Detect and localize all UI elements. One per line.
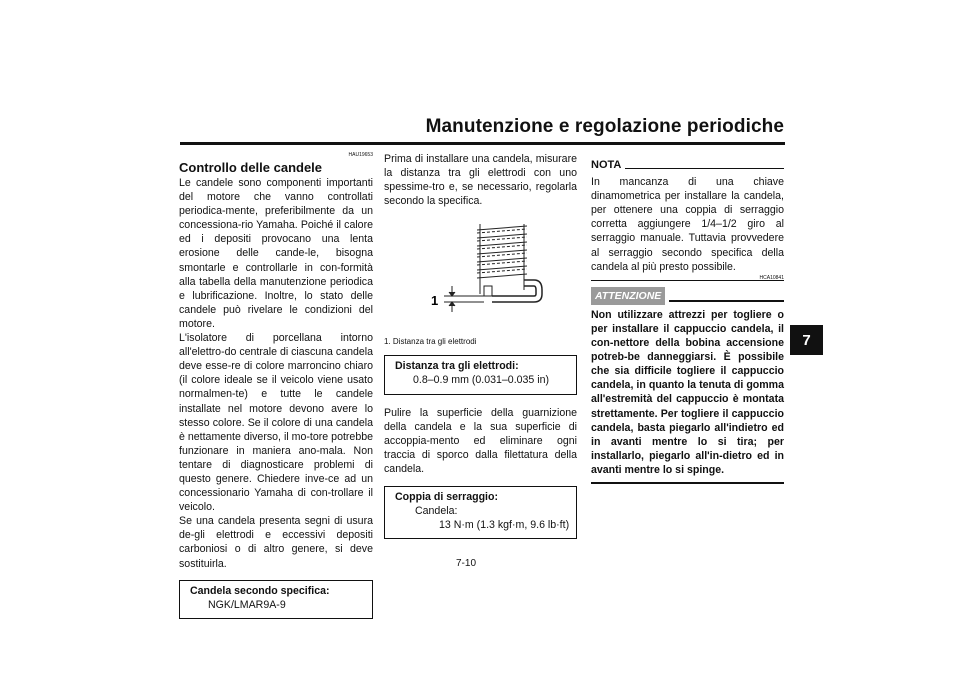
spec-value: 0.8–0.9 mm (0.031–0.035 in) xyxy=(413,374,550,387)
paragraph: L'isolatore di porcellana intorno all'elettro-do centrale di ciascuna candela deve esse-re di colore marroncino chiaro (il colore ideale se il veicolo viene usato normalmen-te) e tutte le candele installate nel motore devono avere lo stesso colore. Se il colore di una candela è nettamente diverso, il mo-tore potrebbe funzionare in maniera ano-mala. Non tentare di diagnosticare problemi di questo genere. Chiedere inve-ce ad un concessionario Yamaha di con-trollare il veicolo. xyxy=(179,332,374,514)
paragraph: Pulire la superficie della guarnizione della candela e la sua superficie di accoppia-mento ed eliminare ogni traccia di sporco dalla filettatura della candela. xyxy=(384,406,577,475)
column-left xyxy=(179,152,373,619)
spark-plug-figure xyxy=(384,216,577,334)
column-right xyxy=(591,152,784,484)
attention-end-rule xyxy=(591,482,784,484)
nota-text: In mancanza di una chiave dinamometrica per installare la candela, per ottenere una coppia di serraggio corretta aggiungere 1/4–1/2 giro al serraggio manuale. Tuttavia provvedere al serraggio secondo specifica della candela al più presto possibile. xyxy=(591,176,784,273)
page-header-title: Manutenzione e regolazione periodiche xyxy=(425,116,784,137)
attention-rule xyxy=(669,300,784,302)
attention-text: Non utilizzare attrezzi per togliere o per installare il cappuccio candela, il con-nettore della bobina accensione potreb-be danneggiarsi. È possibile che sia difficile togliere il cappuccio candela, in quanto la tenuta di gomma all'estremità del cappuccio è montata strettamente. Per togliere il cappuccio candela, basta piegarlo all'indietro ed in avanti mentre lo si tira; per installarlo, piegarlo all'in-dietro ed in avanti mentre lo si spinge. xyxy=(591,308,784,476)
spec-label: Candela secondo specifica: xyxy=(190,584,330,597)
section-title: Controllo delle candele xyxy=(179,160,323,175)
paragraph: Le candele sono componenti importanti del motore che vanno controllati periodica-mente, preferibilmente da un concessiona-rio Yamaha. Poiché il calore ed i depositi provocano una lenta erosione delle cande-le, bisogna smontarle e controllarle in con-formità alla tabella della manutenzione periodica e lubrificazione. Inoltre, lo stato delle candele può rivelare le condizioni del motore. xyxy=(179,177,373,330)
spec-sub-label: Candela: xyxy=(415,505,458,518)
spec-value: 13 N·m (1.3 kgf·m, 9.6 lb·ft) xyxy=(439,519,570,532)
paragraph: Prima di installare una candela, misurare la distanza tra gli elettrodi con uno spessime-tro e, se necessario, regolarla secondo la specifica. xyxy=(384,153,577,208)
header-rule xyxy=(180,142,785,145)
attention-header xyxy=(591,287,784,305)
gap-spec-box xyxy=(384,355,577,394)
spec-value: NGK/LMAR9A-9 xyxy=(208,598,286,611)
attention-code: HCA10841 xyxy=(759,274,784,281)
figure-callout: 1 xyxy=(431,293,439,309)
spec-label: Distanza tra gli elettrodi: xyxy=(395,360,519,373)
nota-header xyxy=(591,158,784,172)
spark-plug-illustration xyxy=(384,216,577,334)
chapter-tab: 7 xyxy=(790,325,823,355)
torque-spec-box xyxy=(384,486,577,539)
nota-label: NOTA xyxy=(591,159,622,171)
figure-caption: 1. Distanza tra gli elettrodi xyxy=(384,337,477,347)
paragraph: Se una candela presenta segni di usura de-gli elettrodi e eccessivi depositi carboniosi o di altro genere, si deve sostituirla. xyxy=(179,515,373,570)
section-code: HAU19653 xyxy=(348,152,373,158)
spec-label: Coppia di serraggio: xyxy=(395,491,499,504)
page-number: 7-10 xyxy=(456,558,477,569)
column-middle xyxy=(384,152,577,539)
attention-label: ATTENZIONE xyxy=(591,287,665,305)
nota-rule xyxy=(625,168,784,169)
spark-plug-spec-box xyxy=(179,580,373,619)
